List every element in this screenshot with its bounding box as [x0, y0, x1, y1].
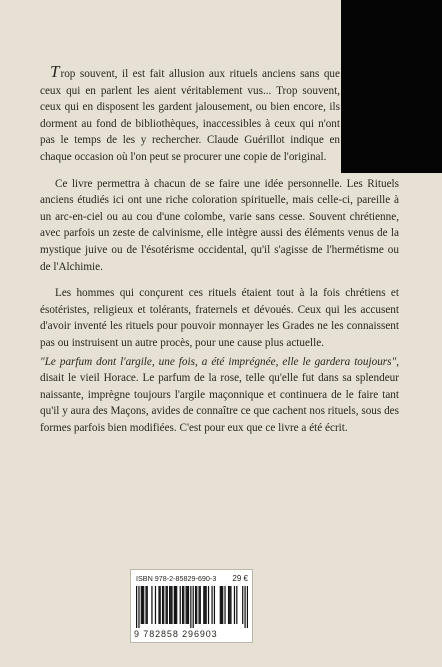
barcode-bar — [247, 586, 248, 628]
barcode-bar — [182, 586, 183, 624]
barcode-bar — [222, 586, 223, 624]
barcode-bar — [229, 586, 230, 624]
barcode-bar — [190, 586, 191, 628]
paragraph-intro-text: rop souvent, il est fait allusion aux rituels anciens sans que ceux qui en parlent les aient véritablement vus... Trop souvent, ceux qui en disposent les gardent jalousement, ou bien encore, ils dorment au fond de bibliothèques, inaccessibles à ceux qui n'ont pas le temps de les y rechercher. Claude Guérillot indique en chaque occasion où l'on peut se procurer une copie de l'original. — [40, 68, 340, 163]
barcode-bar — [193, 586, 194, 628]
barcode-bar — [244, 586, 245, 628]
paragraph-men — [40, 285, 399, 351]
barcode-bar — [174, 586, 175, 624]
barcode-bar — [228, 586, 229, 624]
barcode-bar — [211, 586, 212, 624]
isbn-line — [136, 574, 248, 584]
barcode-bar — [143, 586, 144, 624]
horace-quote: "Le parfum dont l'argile, une fois, a été imprégnée, elle le gardera toujours" — [40, 355, 397, 368]
barcode-bar — [230, 586, 231, 624]
barcode-bar — [187, 586, 188, 624]
barcode-bar — [200, 586, 201, 624]
barcode-bar — [155, 586, 156, 624]
barcode-bar — [141, 586, 142, 624]
barcode-bar — [183, 586, 184, 624]
barcode-bar — [198, 586, 199, 624]
barcode-bar — [195, 586, 196, 624]
barcode-bar — [151, 586, 152, 624]
paragraph-horace-text: , disait le vieil Horace. Le parfum de la rose, telle qu'elle fut dans sa splendeur naissante, imprègne toujours l'argile maçonnique et continuera de le faire tant qu'il y aura des Maçons, avides de connaître ce que cachent nos rituels, sous des formes parfois bien modifiées. C'est pour eux que ce livre a été écrit. — [40, 355, 399, 434]
barcode-bar — [196, 586, 197, 624]
barcode-bar — [160, 586, 161, 624]
barcode-bar — [220, 586, 221, 624]
barcode-bar — [188, 586, 189, 624]
barcode-bar — [158, 586, 159, 624]
barcode-bar — [169, 586, 170, 624]
barcode-bar — [208, 586, 209, 624]
barcode-label — [130, 569, 253, 643]
drop-cap: T — [50, 62, 60, 81]
barcode-bar — [145, 586, 146, 624]
barcode-bar — [236, 586, 237, 624]
barcode-bar — [234, 586, 235, 624]
barcode-bar — [162, 586, 163, 624]
barcode-bar — [204, 586, 205, 624]
back-cover-text — [40, 62, 399, 436]
barcode-bar — [136, 586, 137, 628]
barcode-bar — [167, 586, 168, 624]
barcode-bar — [180, 586, 181, 624]
barcode-bars — [136, 586, 248, 628]
isbn-text: ISBN 978-2-85829-690-3 — [136, 574, 217, 583]
black-corner-block — [341, 0, 442, 173]
price-text: 29 € — [232, 574, 248, 583]
barcode-bar — [242, 586, 243, 624]
barcode-bar — [206, 586, 207, 624]
paragraph-rituals — [40, 176, 399, 276]
barcode-bar — [170, 586, 171, 624]
barcode-bar — [147, 586, 148, 624]
barcode-bar — [142, 586, 143, 624]
barcode-bar — [163, 586, 164, 624]
barcode-bar — [224, 586, 225, 624]
barcode-bar — [165, 586, 166, 624]
barcode-bar — [138, 586, 139, 628]
barcode-bar — [214, 586, 215, 624]
barcode-bar — [175, 586, 176, 624]
barcode-bar — [221, 586, 222, 624]
barcode-bar — [176, 586, 177, 624]
barcode-digits: 9 782858 296903 — [134, 629, 218, 639]
barcode-bar — [186, 586, 187, 624]
paragraph-intro — [40, 62, 340, 166]
barcode-bar — [203, 586, 204, 624]
paragraph-rituals-text: Ce livre permettra à chacun de se faire une idée personnelle. Les Rituels anciens étudiés ici ont une riche coloration spirituelle, mais celle-ci, pareille à un arc-en-ciel ou au cou d'une colombe, varie sans cesse. Souvent chrétienne, avec parfois un zeste de calvinisme, elle intègre aussi des éléments venus de la mystique juive ou de l'ésotérisme occidental, qu'il s'agisse de l'hermétisme ou de l'Alchimie. — [40, 177, 399, 273]
paragraph-men-text: Les hommes qui conçurent ces rituels étaient tout à la fois chrétiens et ésotéristes, religieux et tolérants, fraternels et dévoués. Ceux qui les accusent d'avoir inventé les rituels pour pouvoir monnayer les Grades ne les connaissent pas ou instruisent un autre procès, pour une cause plus actuelle. — [40, 287, 399, 349]
barcode-bar — [171, 586, 172, 624]
paragraph-horace — [40, 354, 399, 437]
